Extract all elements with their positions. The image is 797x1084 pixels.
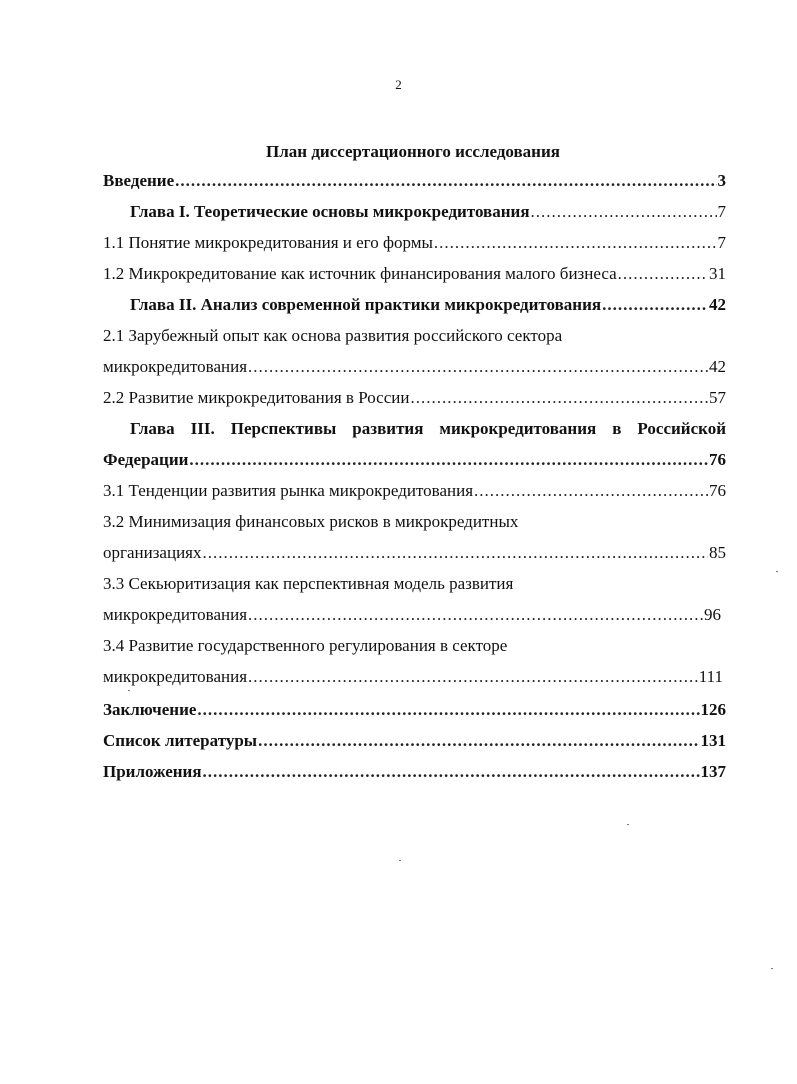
toc-entry-page: 126: [700, 700, 726, 719]
leader-dots: [189, 450, 708, 470]
leader-dots: [203, 762, 700, 782]
page-number: 2: [395, 77, 402, 92]
toc-entry-references: [103, 731, 726, 753]
toc-entry-section-3-4: [103, 667, 723, 689]
toc-entry-section-2-2: [103, 388, 726, 410]
toc-entry-label: Введение: [103, 171, 175, 190]
toc-entry-section-3-2-line1: 3.2 Минимизация финансовых рисков в микрокредитных: [103, 512, 519, 531]
toc-entry-label: микрокредитования: [103, 667, 248, 686]
toc-entry-section-2-1-line1: 2.1 Зарубежный опыт как основа развития российского сектора: [103, 326, 563, 345]
leader-dots: [258, 731, 699, 751]
toc-entry-page: 42: [709, 295, 726, 314]
leader-dots: [248, 667, 698, 687]
toc-entry-conclusion: [103, 700, 726, 722]
toc-entry-page: 76: [709, 481, 726, 500]
toc-entry-page: 85: [709, 543, 726, 562]
leader-dots: [474, 481, 708, 501]
leader-dots: [618, 264, 708, 284]
toc-entry-label: микрокредитования: [103, 605, 248, 624]
toc-entry-label: Глава II. Анализ современной практики микрокредитования: [130, 295, 602, 314]
toc-entry-page: 7: [717, 202, 726, 221]
toc-entry-page: 31: [709, 264, 726, 283]
toc-entry-label: микрокредитования: [103, 357, 248, 376]
leader-dots: [410, 388, 708, 408]
toc-entry-section-2-1: [103, 357, 726, 379]
toc-entry-chapter-3: [103, 450, 726, 472]
leader-dots: [434, 233, 717, 253]
toc-entry-page: 111: [698, 667, 723, 686]
toc-entry-label: организациях: [103, 543, 202, 562]
toc-entry-page: 3: [717, 171, 726, 190]
scan-speck: [128, 690, 130, 691]
toc-entry-section-1-2: [103, 264, 726, 286]
leader-dots: [175, 171, 716, 191]
toc-entry-page: 42: [709, 357, 726, 376]
scan-speck: [771, 968, 773, 969]
toc-entry-chapter-2: [103, 295, 726, 317]
toc-entry-intro: [103, 171, 726, 193]
leader-dots: [602, 295, 708, 315]
toc-entry-section-3-3-line1: 3.3 Секьюритизация как перспективная модель развития: [103, 574, 514, 593]
leader-dots: [197, 700, 699, 720]
leader-dots: [531, 202, 717, 222]
toc-entry-page: 76: [709, 450, 726, 469]
toc-entry-page: 131: [700, 731, 726, 750]
toc-entry-section-3-2: [103, 543, 726, 565]
toc-entry-chapter-1: [103, 202, 726, 224]
scan-speck: [399, 860, 401, 861]
toc-entry-label: Заключение: [103, 700, 197, 719]
leader-dots: [248, 605, 703, 625]
toc-entry-chapter-3-line1: Глава III. Перспективы развития микрокредитования в Российской: [130, 419, 726, 438]
toc-entry-label: Список литературы: [103, 731, 258, 750]
toc-entry-page: 96: [704, 605, 721, 624]
toc-entry-label: Глава I. Теоретические основы микрокредитования: [130, 202, 530, 221]
toc-entry-appendix: [103, 762, 726, 784]
page-title: План диссертационного исследования: [266, 142, 560, 161]
toc-entry-page: 137: [700, 762, 726, 781]
toc-entry-label: 1.2 Микрокредитование как источник финансирования малого бизнеса: [103, 264, 617, 283]
toc-entry-label: 3.1 Тенденции развития рынка микрокредитования: [103, 481, 474, 500]
toc-entry-section-3-3: [103, 605, 721, 627]
toc-entry-label: Приложения: [103, 762, 202, 781]
leader-dots: [203, 543, 709, 563]
toc-entry-page: 57: [709, 388, 726, 407]
toc-entry-label: 1.1 Понятие микрокредитования и его формы: [103, 233, 433, 252]
scan-speck: [776, 571, 778, 572]
leader-dots: [248, 357, 708, 377]
toc-entry-section-3-1: [103, 481, 726, 503]
toc-entry-section-1-1: [103, 233, 726, 255]
toc-entry-section-3-4-line1: 3.4 Развитие государственного регулирования в секторе: [103, 636, 508, 655]
toc-entry-label: 2.2 Развитие микрокредитования в России: [103, 388, 410, 407]
scan-speck: [627, 824, 629, 825]
toc-entry-page: 7: [717, 233, 726, 252]
toc-entry-label: Федерации: [103, 450, 189, 469]
